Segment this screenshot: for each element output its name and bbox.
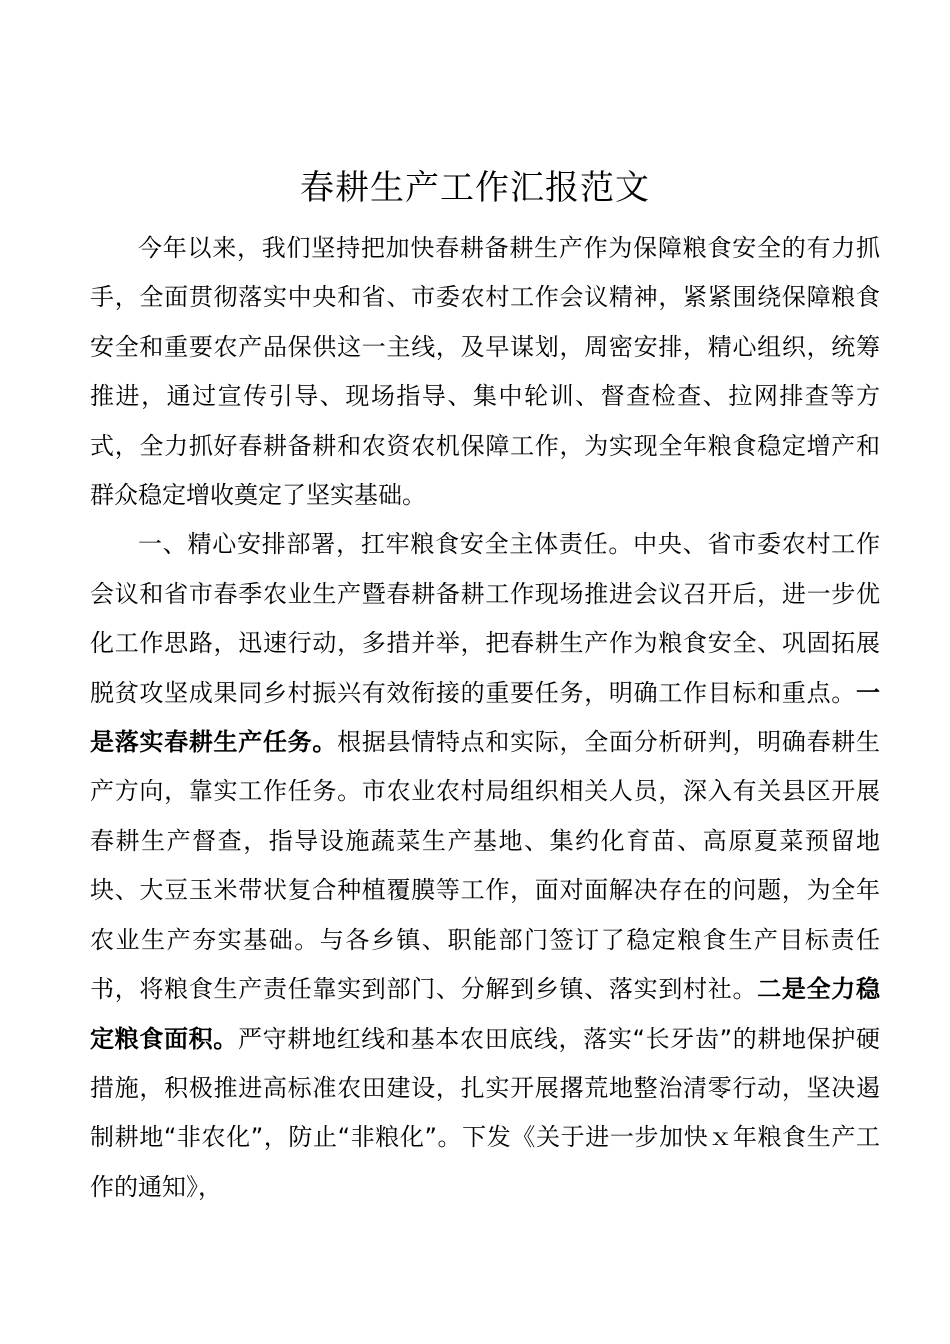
paragraph-text: 严守耕地红线和基本农田底线，落实“长牙齿”的耕地保护硬措施，积极推进高标准农田建设，扎实开展撂荒地整治清零行动，坚决遏制耕地“非农化”，防止“非粮化”。下发《关于进一步加快ｘ年粮食生产工作的通知》， <box>90 1024 880 1201</box>
paragraph-intro <box>90 224 880 520</box>
bold-heading-two: 二是全力稳定粮食面积。 <box>90 975 881 1053</box>
document-title: 春耕生产工作汇报范文 <box>300 168 650 208</box>
bold-heading-one: 一是落实春耕生产任务。 <box>90 678 880 757</box>
document-body <box>90 224 880 1212</box>
paragraph-section-one <box>90 520 880 1212</box>
paragraph-text: 根据县情特点和实际，全面分析研判，明确春耕生产方向，靠实工作任务。市农业农村局组织相关人员，深入有关县区开展春耕生产督查，指导设施蔬菜生产基地、集约化育苗、高原夏菜预留地块、大豆玉米带状复合种植覆膜等工作，面对面解决存在的问题，为全年农业生产夯实基础。与各乡镇、职能部门签订了稳定粮食生产目标责任书，将粮食生产责任靠实到部门、分解到乡镇、落实到村社。 <box>90 728 881 1004</box>
paragraph-text: 一、精心安排部署，扛牢粮食安全主体责任。中央、省市委农村工作会议和省市春季农业生产暨春耕备耕工作现场推进会议召开后，进一步优化工作思路，迅速行动，多措并举，把春耕生产作为粮食安全、巩固拓展脱贫攻坚成果同乡村振兴有效衔接的重要任务，明确工作目标和重点。 <box>90 530 880 707</box>
paragraph-text: 今年以来，我们坚持把加快春耕备耕生产作为保障粮食安全的有力抓手，全面贯彻落实中央和省、市委农村工作会议精神，紧紧围绕保障粮食安全和重要农产品保供这一主线，及早谋划，周密安排，精心组织，统筹推进，通过宣传引导、现场指导、集中轮训、督查检查、拉网排查等方式，全力抓好春耕备耕和农资农机保障工作，为实现全年粮食稳定增产和群众稳定增收奠定了坚实基础。 <box>90 234 880 510</box>
